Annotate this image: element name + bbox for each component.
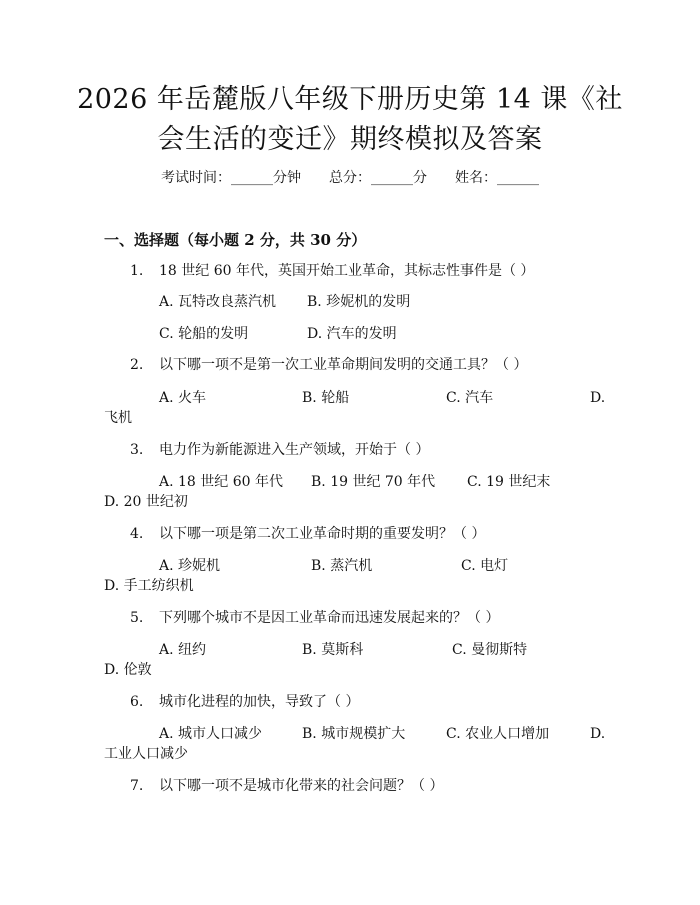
option-d: D. <box>590 726 606 742</box>
option-d-text: 飞机 <box>104 410 132 426</box>
option-b: B. 莫斯科 <box>302 642 364 658</box>
option-c: C. 电灯 <box>461 558 509 574</box>
question-text: 以下哪一项不是第一次工业革命期间发明的交通工具？（ ） <box>159 357 528 373</box>
option-a: A. 纽约 <box>159 642 207 658</box>
question-number: 5. <box>130 610 144 626</box>
question-text: 电力作为新能源进入生产领域，开始于（ ） <box>159 442 430 458</box>
student-name-field: 姓名：______ <box>455 170 539 186</box>
section-heading: 一、选择题（每小题 2 分，共 30 分） <box>104 231 367 249</box>
option-c: C. 轮船的发明 <box>159 326 249 342</box>
option-b: B. 轮船 <box>302 390 350 406</box>
option-a: A. 火车 <box>159 390 207 406</box>
question-text: 下列哪个城市不是因工业革命而迅速发展起来的？（ ） <box>159 610 500 626</box>
option-a: A. 瓦特改良蒸汽机 <box>159 294 277 310</box>
question-number: 6. <box>130 694 144 710</box>
option-d: D. 汽车的发明 <box>307 326 397 342</box>
option-a: A. 珍妮机 <box>159 558 221 574</box>
exam-time-field: 考试时间：______分钟 <box>161 170 301 186</box>
question-number: 1. <box>130 263 144 279</box>
page-title-line-2: 会生活的变迁》期终模拟及答案 <box>157 124 543 155</box>
total-score-field: 总分：______分 <box>329 170 427 186</box>
option-b: B. 19 世纪 70 年代 <box>311 474 436 490</box>
option-d: D. <box>590 390 606 406</box>
page-title-line-1: 2026 年岳麓版八年级下册历史第 14 课《社 <box>77 84 623 115</box>
question-text: 城市化进程的加快，导致了（ ） <box>159 694 360 710</box>
option-b: B. 蒸汽机 <box>311 558 373 574</box>
question-text: 以下哪一项是第二次工业革命时期的重要发明？（ ） <box>159 526 486 542</box>
question-number: 3. <box>130 442 144 458</box>
option-c: C. 农业人口增加 <box>446 726 550 742</box>
option-d: D. 20 世纪初 <box>104 494 188 510</box>
option-a: A. 18 世纪 60 年代 <box>159 474 283 490</box>
question-text: 18 世纪 60 年代，英国开始工业革命，其标志性事件是（ ） <box>159 263 535 279</box>
option-b: B. 城市规模扩大 <box>302 726 406 742</box>
option-c: C. 汽车 <box>446 390 494 406</box>
option-a: A. 城市人口减少 <box>159 726 263 742</box>
option-b: B. 珍妮机的发明 <box>307 294 411 310</box>
question-number: 7. <box>130 778 144 794</box>
option-d: D. 伦敦 <box>104 662 152 678</box>
option-d-text: 工业人口减少 <box>104 746 188 762</box>
question-text: 以下哪一项不是城市化带来的社会问题？（ ） <box>159 778 444 794</box>
option-c: C. 19 世纪末 <box>467 474 551 490</box>
question-number: 4. <box>130 526 144 542</box>
question-number: 2. <box>130 357 144 373</box>
exam-meta <box>0 168 700 188</box>
option-c: C. 曼彻斯特 <box>452 642 528 658</box>
option-d: D. 手工纺织机 <box>104 578 194 594</box>
